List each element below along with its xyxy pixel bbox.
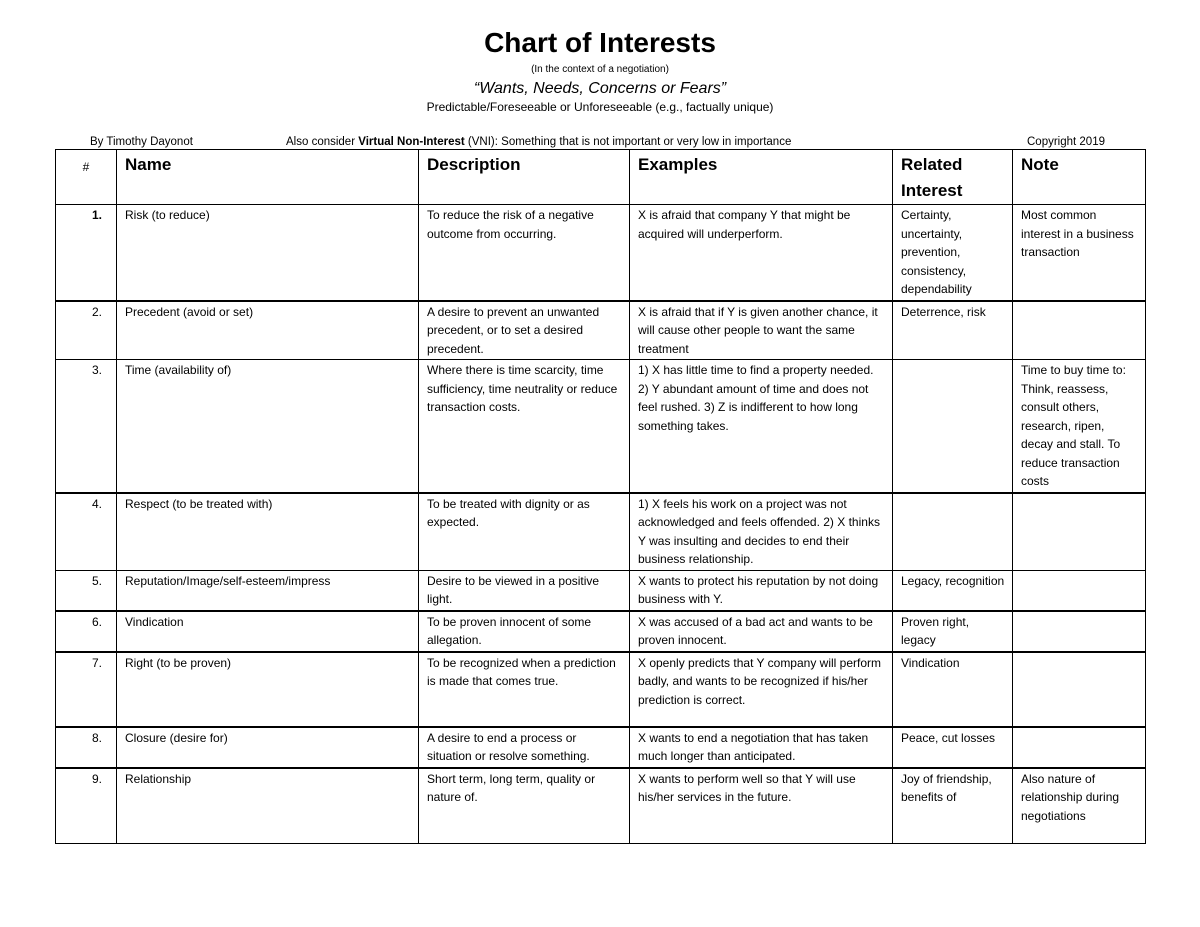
row-name: Reputation/Image/self-esteem/impress (117, 570, 419, 611)
row-examples: X is afraid that company Y that might be acquired will underperform. (630, 205, 893, 301)
row-number: 7. (56, 652, 117, 727)
table-row (56, 301, 1146, 360)
row-name: Closure (desire for) (117, 727, 419, 768)
row-note (1013, 611, 1146, 652)
vni-note (286, 134, 791, 150)
context-note: (In the context of a negotiation) (531, 64, 669, 75)
row-note (1013, 493, 1146, 571)
row-number: 8. (56, 727, 117, 768)
row-related-interest: Peace, cut losses (893, 727, 1013, 768)
row-number: 5. (56, 570, 117, 611)
row-examples: X wants to end a negotiation that has taken much longer than anticipated. (630, 727, 893, 768)
vni-prefix: Also consider (286, 136, 359, 148)
row-description: Where there is time scarcity, time sufficiency, time neutrality or reduce transaction costs. (419, 360, 630, 493)
copyright-line: Copyright 2019 (1027, 136, 1105, 148)
table-row (56, 570, 1146, 611)
row-related-interest: Certainty, uncertainty, prevention, consistency, dependability (893, 205, 1013, 301)
table-header-row (56, 150, 1146, 205)
vni-term: Virtual Non-Interest (358, 136, 465, 148)
row-description: Desire to be viewed in a positive light. (419, 570, 630, 611)
table-row (56, 611, 1146, 652)
row-note (1013, 652, 1146, 727)
row-note (1013, 301, 1146, 360)
row-examples: X wants to protect his reputation by not doing business with Y. (630, 570, 893, 611)
table-row (56, 768, 1146, 844)
row-related-interest: Joy of friendship, benefits of (893, 768, 1013, 844)
row-description: To be recognized when a prediction is made that comes true. (419, 652, 630, 727)
row-number: 2. (56, 301, 117, 360)
predictable-note: Predictable/Foreseeable or Unforeseeable (e.g., factually unique) (426, 100, 774, 114)
row-note (1013, 570, 1146, 611)
column-header-number: # (56, 150, 117, 205)
row-examples: X openly predicts that Y company will perform badly, and wants to be recognized if his/her prediction is correct. (630, 652, 893, 727)
row-description: To be treated with dignity or as expected. (419, 493, 630, 571)
table-row (56, 493, 1146, 571)
column-header-related-interest: Related Interest (893, 150, 1013, 205)
row-examples: 1) X feels his work on a project was not acknowledged and feels offended. 2) X thinks Y was insulting and decides to end their business relationship. (630, 493, 893, 571)
row-examples: X wants to perform well so that Y will use his/her services in the future. (630, 768, 893, 844)
column-header-name: Name (117, 150, 419, 205)
row-note: Most common interest in a business transaction (1013, 205, 1146, 301)
author-line: By Timothy Dayonot (90, 136, 193, 148)
row-description: To be proven innocent of some allegation. (419, 611, 630, 652)
row-name: Precedent (avoid or set) (117, 301, 419, 360)
table-row (56, 205, 1146, 301)
row-name: Respect (to be treated with) (117, 493, 419, 571)
row-description: A desire to prevent an unwanted precedent, or to set a desired precedent. (419, 301, 630, 360)
row-examples: 1) X has little time to find a property needed. 2) Y abundant amount of time and does not feel rushed. 3) Z is indifferent to how long something takes. (630, 360, 893, 493)
column-header-examples: Examples (630, 150, 893, 205)
row-name: Time (availability of) (117, 360, 419, 493)
row-number: 6. (56, 611, 117, 652)
row-note: Also nature of relationship during negotiations (1013, 768, 1146, 844)
row-related-interest (893, 493, 1013, 571)
vni-definition: (VNI): Something that is not important or very low in importance (464, 136, 792, 148)
row-related-interest: Vindication (893, 652, 1013, 727)
row-description: Short term, long term, quality or nature of. (419, 768, 630, 844)
row-name: Vindication (117, 611, 419, 652)
row-name: Relationship (117, 768, 419, 844)
row-number: 3. (56, 360, 117, 493)
row-note: Time to buy time to: Think, reassess, consult others, research, ripen, decay and stall. To reduce transaction costs (1013, 360, 1146, 493)
row-description: A desire to end a process or situation or resolve something. (419, 727, 630, 768)
row-note (1013, 727, 1146, 768)
table-row (56, 360, 1146, 493)
row-number: 1. (56, 205, 117, 301)
page-subtitle: “Wants, Needs, Concerns or Fears” (473, 80, 727, 97)
row-related-interest: Legacy, recognition (893, 570, 1013, 611)
column-header-description: Description (419, 150, 630, 205)
column-header-note: Note (1013, 150, 1146, 205)
page-title: Chart of Interests (484, 27, 716, 58)
table-row (56, 652, 1146, 727)
row-examples: X was accused of a bad act and wants to be proven innocent. (630, 611, 893, 652)
row-examples: X is afraid that if Y is given another chance, it will cause other people to want the same treatment (630, 301, 893, 360)
interests-table (55, 149, 1146, 844)
table-row (56, 727, 1146, 768)
row-number: 9. (56, 768, 117, 844)
row-number: 4. (56, 493, 117, 571)
row-related-interest: Deterrence, risk (893, 301, 1013, 360)
row-related-interest (893, 360, 1013, 493)
row-name: Risk (to reduce) (117, 205, 419, 301)
row-related-interest: Proven right, legacy (893, 611, 1013, 652)
row-description: To reduce the risk of a negative outcome from occurring. (419, 205, 630, 301)
row-name: Right (to be proven) (117, 652, 419, 727)
